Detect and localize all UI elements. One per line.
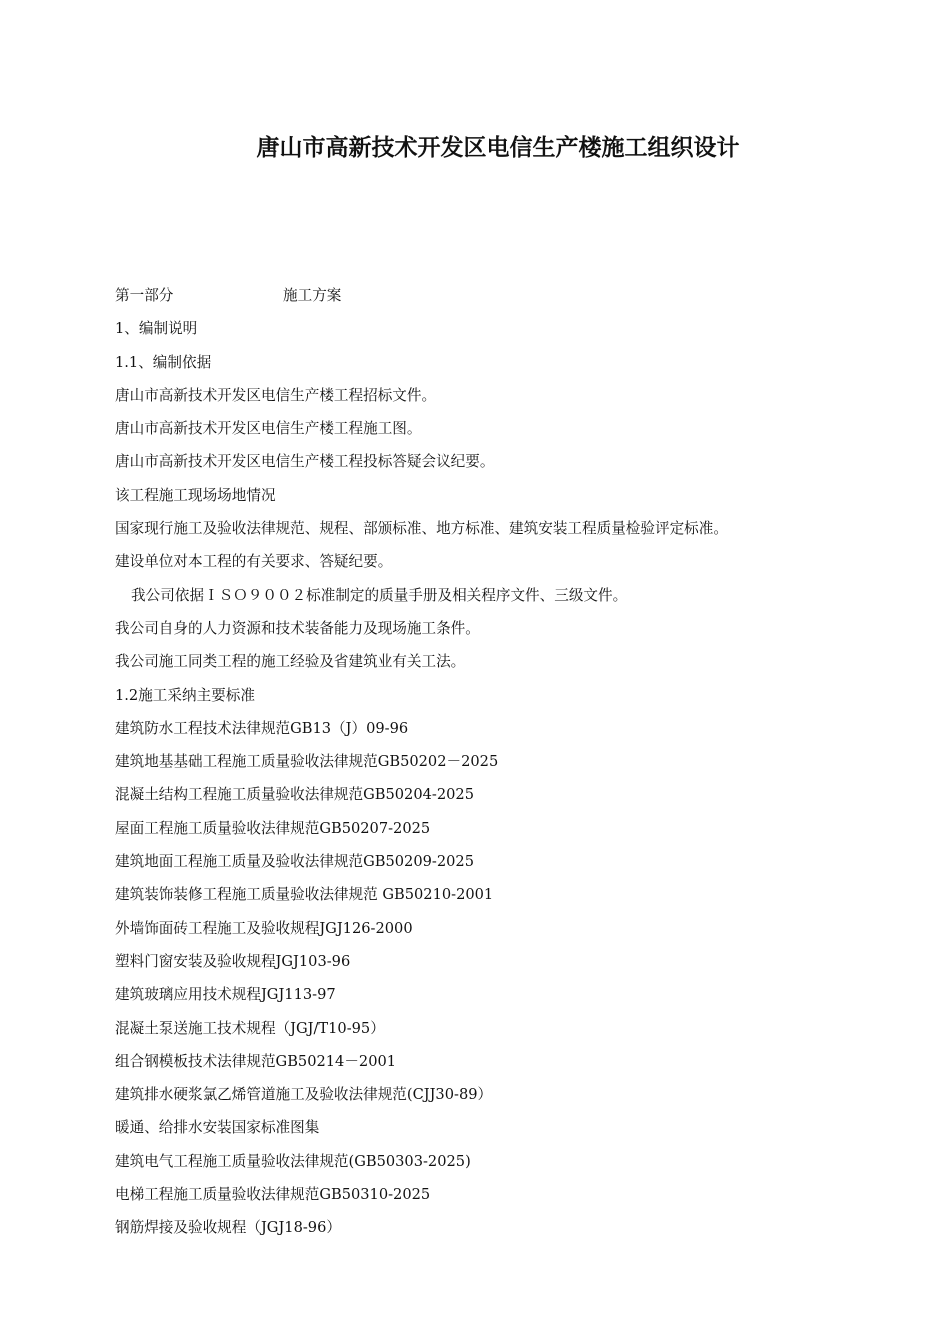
part-heading	[115, 279, 915, 312]
part-label: 第一部分	[115, 287, 174, 304]
standard-item: 钢筋焊接及验收规程（JGJ18-96）	[115, 1219, 341, 1237]
standard-item: 塑料门窗安装及验收规程JGJ103-96	[115, 952, 351, 970]
section-heading: 1、编制说明	[115, 320, 198, 338]
standard-item: 外墙饰面砖工程施工及验收规程JGJ126-2000	[115, 919, 413, 937]
standard-item: 建筑地基基础工程施工质量验收法律规范GB50202－2025	[115, 753, 499, 771]
basis-item: 该工程施工现场场地情况	[115, 486, 276, 504]
document-body	[115, 279, 915, 1245]
basis-item: 唐山市高新技术开发区电信生产楼工程投标答疑会议纪要。	[115, 453, 495, 471]
document-title: 唐山市高新技术开发区电信生产楼施工组织设计	[256, 135, 740, 161]
part-name: 施工方案	[283, 287, 342, 304]
subsection-heading: 1.1、编制依据	[115, 353, 212, 371]
standard-item: 电梯工程施工质量验收法律规范GB50310-2025	[115, 1186, 431, 1204]
standard-item: 屋面工程施工质量验收法律规范GB50207-2025	[115, 819, 431, 837]
standard-item: 建筑玻璃应用技术规程JGJ113-97	[115, 986, 336, 1004]
standard-item: 建筑地面工程施工质量及验收法律规范GB50209-2025	[115, 853, 474, 871]
basis-item: 我公司依据ＩＳＯ９００２标准制定的质量手册及相关程序文件、三级文件。	[131, 586, 628, 604]
standard-item: 建筑装饰装修工程施工质量验收法律规范 GB50210-2001	[115, 886, 494, 904]
basis-item: 我公司自身的人力资源和技术装备能力及现场施工条件。	[115, 619, 480, 637]
basis-item: 唐山市高新技术开发区电信生产楼工程施工图。	[115, 420, 422, 438]
standard-item: 混凝土泵送施工技术规程（JGJ/T10-95）	[115, 1019, 385, 1037]
standard-item: 建筑电气工程施工质量验收法律规范(GB50303-2025)	[115, 1152, 471, 1170]
standard-item: 组合钢模板技术法律规范GB50214－2001	[115, 1052, 397, 1070]
basis-item: 建设单位对本工程的有关要求、答疑纪要。	[115, 553, 393, 571]
basis-item: 国家现行施工及验收法律规范、规程、部颁标准、地方标准、建筑安装工程质量检验评定标准。	[115, 520, 728, 538]
standard-item: 建筑排水硬浆氯乙烯管道施工及验收法律规范(CJJ30-89）	[115, 1086, 493, 1104]
standard-item: 建筑防水工程技术法律规范GB13（J）09-96	[115, 719, 409, 737]
basis-item: 我公司施工同类工程的施工经验及省建筑业有关工法。	[115, 653, 466, 671]
standard-item: 混凝土结构工程施工质量验收法律规范GB50204-2025	[115, 786, 474, 804]
basis-item: 唐山市高新技术开发区电信生产楼工程招标文件。	[115, 386, 437, 404]
subsection-heading: 1.2施工采纳主要标准	[115, 686, 255, 704]
standard-item: 暖通、给排水安装国家标准图集	[115, 1119, 320, 1137]
